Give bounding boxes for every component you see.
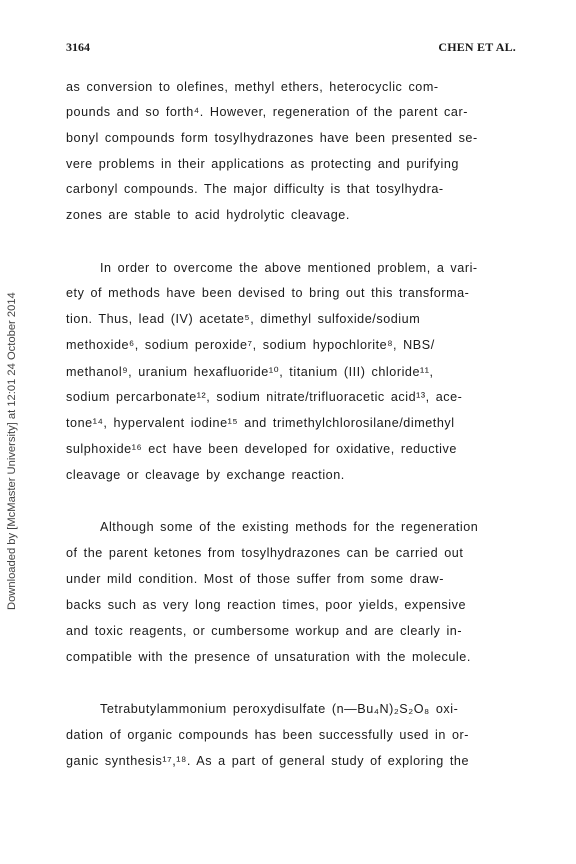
text-line: compatible with the presence of unsaturation with the molecule.	[66, 650, 471, 664]
text-line: zones are stable to acid hydrolytic cleavage.	[66, 208, 350, 222]
text-line: as conversion to olefines, methyl ethers, heterocyclic com-	[66, 80, 439, 94]
text-line: ety of methods have been devised to bring out this transforma-	[66, 286, 470, 300]
download-watermark: Downloaded by [McMaster University] at 12:01 24 October 2014	[6, 292, 18, 610]
text-line: sulphoxide¹⁶ ect have been developed for oxidative, reductive	[66, 442, 457, 456]
text-line: dation of organic compounds has been successfully used in or-	[66, 728, 469, 742]
page-number: 3164	[66, 40, 90, 54]
text-line: sodium percarbonate¹², sodium nitrate/trifluoracetic acid¹³, ace-	[66, 390, 463, 404]
text-line: Tetrabutylammonium peroxydisulfate (n—Bu₄N)₂S₂O₈ oxi-	[100, 702, 459, 716]
text-line: In order to overcome the above mentioned problem, a vari-	[100, 261, 478, 275]
text-line: under mild condition. Most of those suffer from some draw-	[66, 572, 444, 586]
running-head: CHEN ET AL.	[438, 40, 516, 54]
text-line: backs such as very long reaction times, poor yields, expensive	[66, 598, 466, 612]
text-line: vere problems in their applications as protecting and purifying	[66, 157, 459, 171]
text-line: and toxic reagents, or cumbersome workup and are clearly in-	[66, 624, 463, 638]
text-line: bonyl compounds form tosylhydrazones have been presented se-	[66, 131, 478, 145]
text-line: methanol⁹, uranium hexafluoride¹⁰, titanium (III) chloride¹¹,	[66, 365, 434, 379]
text-line: tion. Thus, lead (IV) acetate⁵, dimethyl sulfoxide/sodium	[66, 312, 421, 326]
text-line: carbonyl compounds. The major difficulty is that tosylhydra-	[66, 182, 444, 196]
text-line: ganic synthesis¹⁷,¹⁸. As a part of general study of exploring the	[66, 754, 470, 768]
text-line: tone¹⁴, hypervalent iodine¹⁵ and trimethylchlorosilane/dimethyl	[66, 416, 455, 430]
text-line: pounds and so forth⁴. However, regeneration of the parent car-	[66, 105, 468, 119]
text-line: of the parent ketones from tosylhydrazones can be carried out	[66, 546, 464, 560]
text-line: Although some of the existing methods for the regeneration	[100, 520, 479, 534]
text-line: cleavage or cleavage by exchange reaction.	[66, 468, 345, 482]
text-line: methoxide⁶, sodium peroxide⁷, sodium hypochlorite⁸, NBS/	[66, 338, 435, 352]
